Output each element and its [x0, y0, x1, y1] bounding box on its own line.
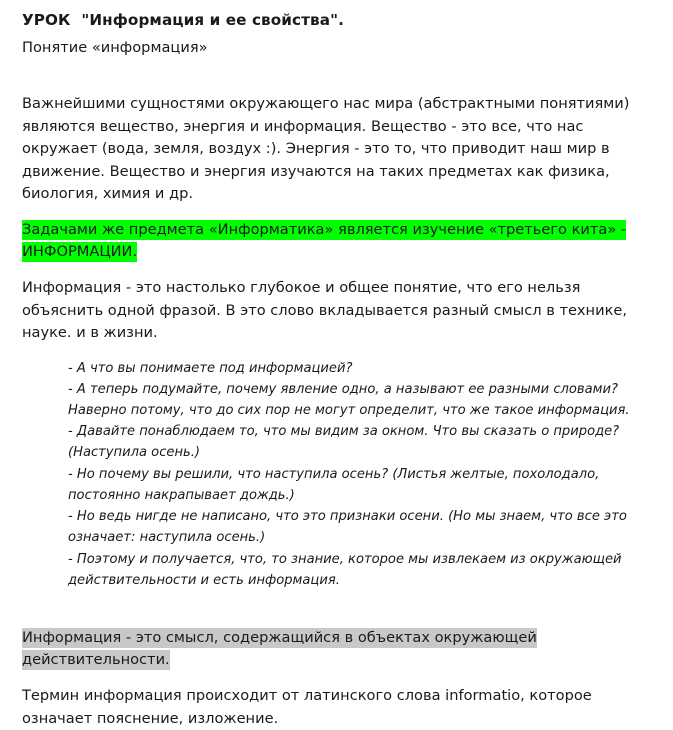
spacer [22, 264, 649, 277]
spacer [22, 57, 649, 93]
spacer [22, 345, 649, 358]
spacer [22, 591, 649, 627]
dialogue-line: - А что вы понимаете под информацией? [68, 360, 353, 376]
gray-highlight-text: Информация - это смысл, содержащийся в объектах окружающей действительности. [22, 628, 537, 669]
paragraph-origin: Термин информация происходит от латинского слова informatio, которое означает пояснение, изложение. [22, 687, 592, 727]
dialogue-line: - Но ведь нигде не написано, что это признаки осени. (Но мы знаем, что все это означает: наступила осень.) [68, 509, 627, 546]
paragraph-intro: Важнейшими сущностями окружающего нас мира (абстрактными понятиями) являются вещество, энергия и информация. Вещество - это все, что нас окружает (вода, земля, воздух :). Энергия - это то, что приводит наш мир в движение. Вещество и энергия изучаются на таких предметах как физика, биология, химия и др. [22, 95, 630, 203]
paragraph-depth: Информация - это настолько глубокое и общее понятие, что его нельзя объяснить одной фразой. В это слово вкладывается разный смысл в технике, науке. и в жизни. [22, 279, 628, 342]
spacer [22, 206, 649, 219]
dialogue-line: - Поэтому и получается, что, то знание, которое мы извлекаем из окружающей действительности и есть информация. [68, 551, 622, 588]
dialogue-line: - Давайте понаблюдаем то, что мы видим за окном. Что вы сказать о природе? (Наступила осень.) [68, 424, 620, 461]
page-subtitle: Понятие «информация» [22, 38, 208, 56]
dialogue-block [22, 358, 649, 591]
dialogue-line: - Но почему вы решили, что наступила осень? (Листья желтые, похолодало, постоянно накрапывает дождь.) [68, 466, 600, 503]
spacer [22, 672, 649, 685]
green-highlight-text: Задачами же предмета «Информатика» является изучение «третьего кита» - ИНФОРМАЦИИ. [22, 220, 627, 261]
page-title: УРОК "Информация и ее свойства". [22, 11, 344, 29]
dialogue-line: - А теперь подумайте, почему явление одно, а называют ее разными словами? Наверно потому, что до сих пор не могут определит, что же такое информация. [68, 381, 630, 419]
paragraph-highlight-gray [22, 627, 649, 672]
paragraph-highlight-green [22, 219, 649, 264]
